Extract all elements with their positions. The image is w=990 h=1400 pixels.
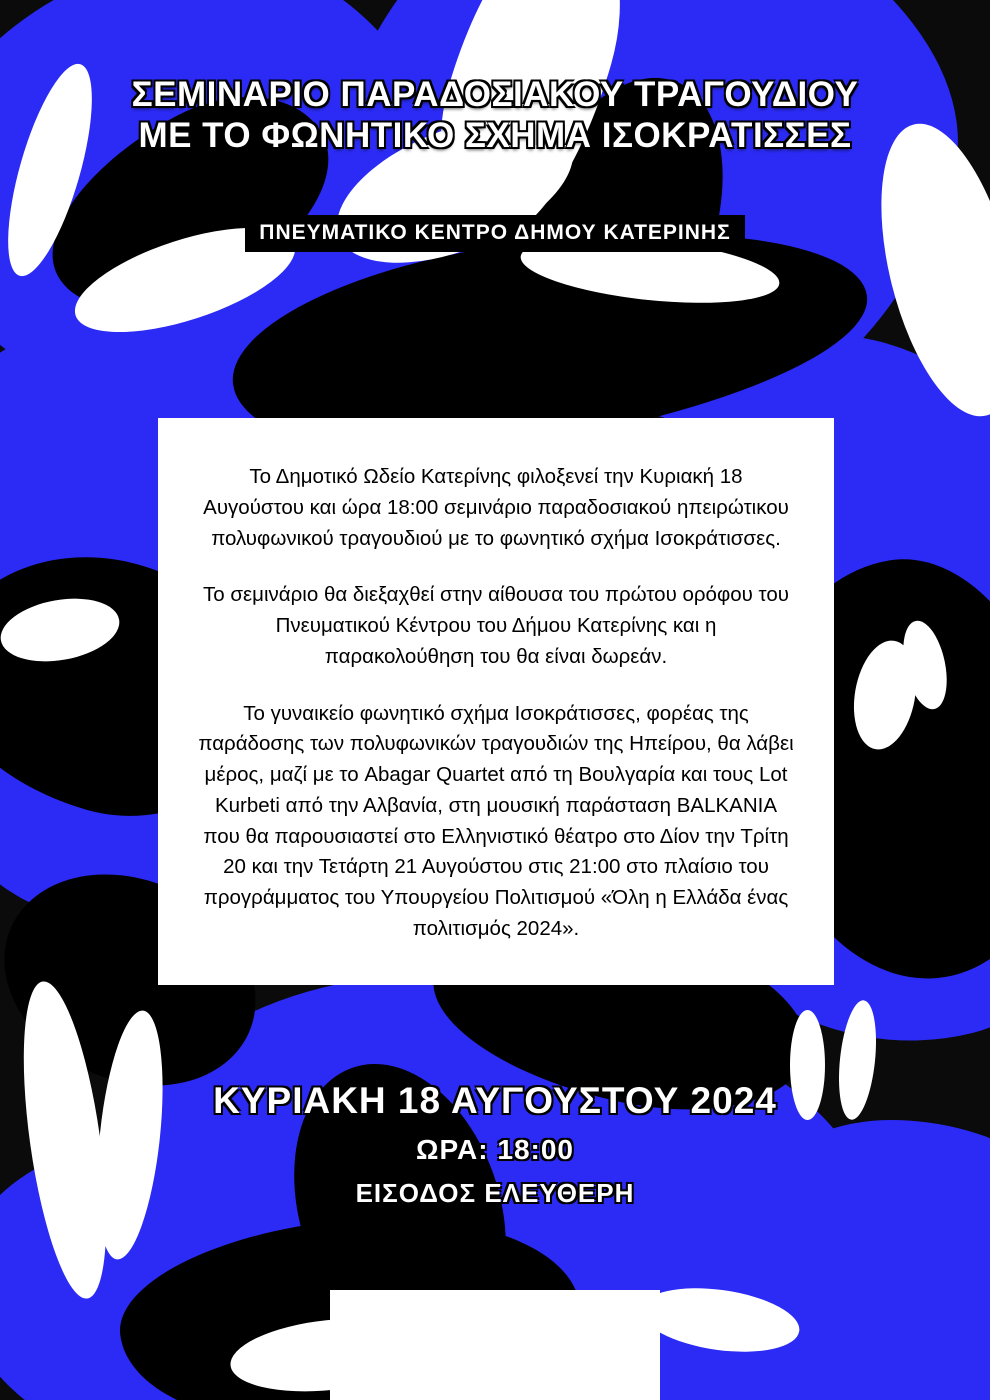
event-entry: ΕΙΣΟΔΟΣ ΕΛΕΥΘΕΡΗ bbox=[355, 1178, 635, 1208]
title-line-2: ΜΕ ΤΟ ΦΩΝΗΤΙΚΟ ΣΧΗΜΑ ΙΣΟΚΡΑΤΙΣΣΕΣ bbox=[138, 116, 852, 156]
event-date: ΚΥΡΙΑΚΗ 18 ΑΥΓΟΥΣΤΟΥ 2024 bbox=[213, 1080, 777, 1121]
logo-backing bbox=[330, 1290, 660, 1400]
event-details bbox=[0, 1080, 990, 1209]
event-time: ΩΡΑ: 18:00 bbox=[416, 1134, 574, 1165]
description-paragraph: Το γυναικείο φωνητικό σχήμα Ισοκράτισσες, φορέας της παράδοσης των πολυφωνικών τραγουδιών της Ηπείρου, θα λάβει μέρος, μαζί με το Abagar Quartet από τη Βουλγαρία και τους Lot Kurbeti από την Αλβανία, στη μουσική παράσταση BALKANIA που θα παρουσιαστεί στο Ελληνιστικό θέατρο στο Δίον την Τρίτη 20 και την Τετάρτη 21 Αυγούστου στις 21:00 στο πλαίσιο του προγράμματος του Υπουργείου Πολιτισμού «Όλη η Ελλάδα ένας πολιτισμός 2024». bbox=[198, 701, 794, 940]
description-paragraph: Το Δημοτικό Ωδείο Κατερίνης φιλοξενεί την Κυριακή 18 Αυγούστου και ώρα 18:00 σεμινάριο παραδοσιακού ηπειρώτικου πολυφωνικού τραγουδιού με το φωνητικό σχήμα Ισοκράτισσες. bbox=[203, 465, 789, 550]
description-card bbox=[158, 418, 834, 985]
poster-title bbox=[0, 0, 990, 252]
description-paragraph: Το σεμινάριο θα διεξαχθεί στην αίθουσα του πρώτου ορόφου του Πνευματικού Κέντρου του Δήμου Κατερίνης και η παρακολούθηση του θα είναι δωρεάν. bbox=[203, 583, 789, 668]
title-line-1: ΣΕΜΙΝΑΡΙΟ ΠΑΡΑΔΟΣΙΑΚΟΥ ΤΡΑΓΟΥΔΙΟΥ bbox=[131, 75, 859, 114]
venue-subtitle: ΠΝΕΥΜΑΤΙΚΟ ΚΕΝΤΡΟ ΔΗΜΟΥ ΚΑΤΕΡΙΝΗΣ bbox=[245, 215, 744, 252]
